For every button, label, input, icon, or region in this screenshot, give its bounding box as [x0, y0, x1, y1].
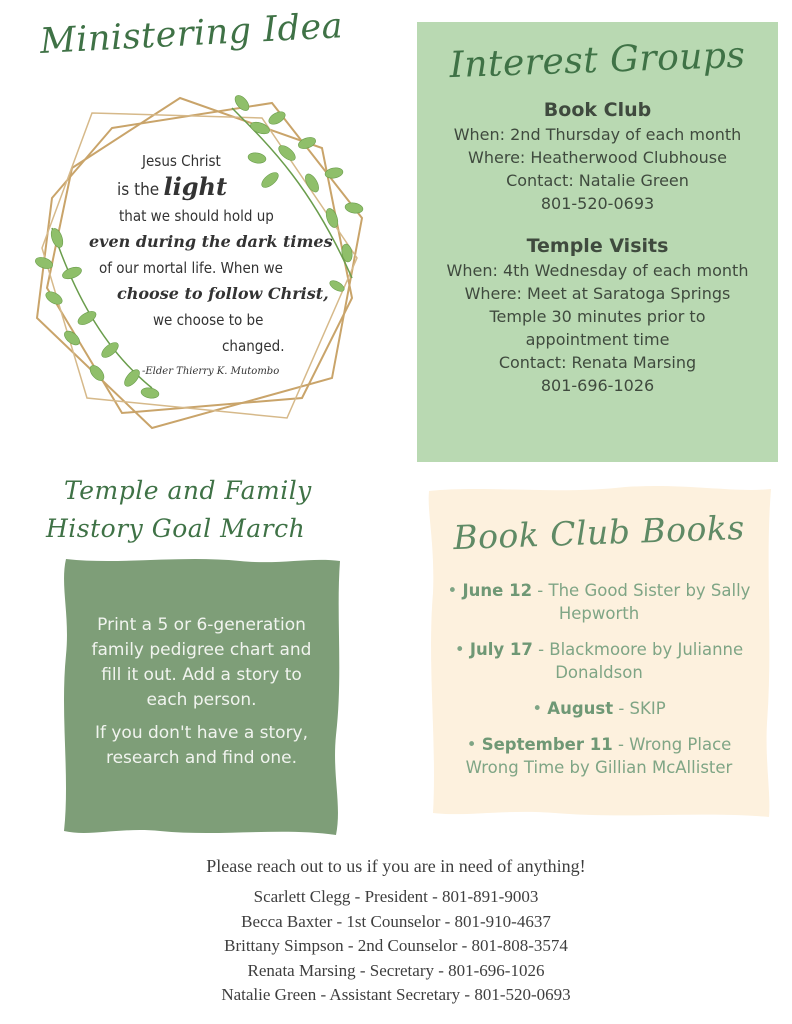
- book-date: September 11: [481, 735, 613, 754]
- book-club-books-box: [425, 483, 773, 820]
- group-line: Where: Heatherwood Clubhouse: [468, 148, 727, 167]
- quote-line: Jesus Christ: [142, 152, 221, 170]
- group-temple-visits: [417, 235, 778, 397]
- quote-attribution: -Elder Thierry K. Mutombo: [142, 366, 280, 377]
- quote-line: [117, 174, 347, 203]
- group-title: Book Club: [543, 99, 652, 121]
- book-title: Wrong Place Wrong Time by Gillian McAllister: [465, 735, 733, 777]
- book-date: July 17: [469, 640, 533, 659]
- book-item: • September 11 - Wrong Place Wrong Time by Gillian McAllister: [465, 735, 733, 777]
- group-line: Contact: Natalie Green: [506, 171, 689, 190]
- group-line: 801-696-1026: [540, 376, 655, 395]
- quote-fragment: is the: [117, 180, 160, 200]
- goal-paragraph: If you don't have a story, research and find one.: [94, 723, 309, 768]
- book-date: June 12: [462, 581, 533, 600]
- quote-line: we choose to be: [153, 311, 264, 329]
- quote-line: choose to follow Christ,: [117, 284, 329, 303]
- quote-emphasis: light: [163, 172, 228, 201]
- quote-line: changed.: [222, 337, 285, 355]
- book-club-books-title: Book Club Books: [452, 507, 746, 558]
- group-line: When: 4th Wednesday of each month: [446, 261, 749, 280]
- contact-footer: [0, 856, 792, 1008]
- interest-groups-title: Interest Groups: [448, 34, 747, 87]
- group-line: Where: Meet at Saratoga Springs: [464, 284, 731, 303]
- temple-goal-title: [46, 472, 366, 548]
- book-item: • July 17 - Blackmoore by Julianne Donaldson: [454, 640, 744, 682]
- officer-contact: Becca Baxter - 1st Counselor - 801-910-4637: [241, 911, 551, 931]
- officer-contact: Natalie Green - Assistant Secretary - 801-520-0693: [221, 985, 571, 1004]
- group-title: Temple Visits: [526, 235, 669, 257]
- book-item: • June 12 - The Good Sister by Sally Hepworth: [447, 581, 751, 623]
- officer-contact: Scarlett Clegg - President - 801-891-9003: [253, 887, 539, 906]
- footer-heading: Please reach out to us if you are in need of anything!: [206, 856, 586, 876]
- temple-goal-title-line: Temple and Family: [64, 476, 312, 505]
- group-book-club: [417, 99, 778, 215]
- book-date: August: [547, 699, 614, 718]
- group-line: appointment time: [525, 330, 670, 349]
- book-title: SKIP: [629, 699, 666, 718]
- group-line: Temple 30 minutes prior to: [489, 307, 706, 326]
- quote-line: that we should hold up: [119, 207, 274, 225]
- temple-goal-title-line: History Goal March: [46, 514, 306, 543]
- book-title: Blackmoore by Julianne Donaldson: [549, 640, 744, 682]
- group-line: When: 2nd Thursday of each month: [453, 125, 742, 144]
- book-title: The Good Sister by Sally Hepworth: [548, 581, 751, 623]
- quote-graphic: [32, 88, 372, 438]
- group-line: 801-520-0693: [540, 194, 655, 213]
- temple-goal-box: [60, 555, 343, 838]
- interest-groups-panel: [417, 22, 778, 462]
- quote-text: [89, 148, 347, 385]
- goal-text: [80, 613, 323, 779]
- quote-line: even during the dark times: [89, 232, 333, 251]
- officer-contact: Brittany Simpson - 2nd Counselor - 801-808-3574: [224, 936, 568, 955]
- book-item: • August - SKIP: [532, 699, 666, 718]
- quote-line: of our mortal life. When we: [99, 259, 283, 277]
- goal-paragraph: Print a 5 or 6-generation family pedigree chart and fill it out. Add a story to each person.: [91, 615, 312, 710]
- officer-contact: Renata Marsing - Secretary - 801-696-1026: [247, 960, 545, 980]
- group-line: Contact: Renata Marsing: [498, 353, 697, 372]
- books-list: [445, 579, 753, 792]
- ministering-idea-title: Ministering Idea: [38, 6, 344, 62]
